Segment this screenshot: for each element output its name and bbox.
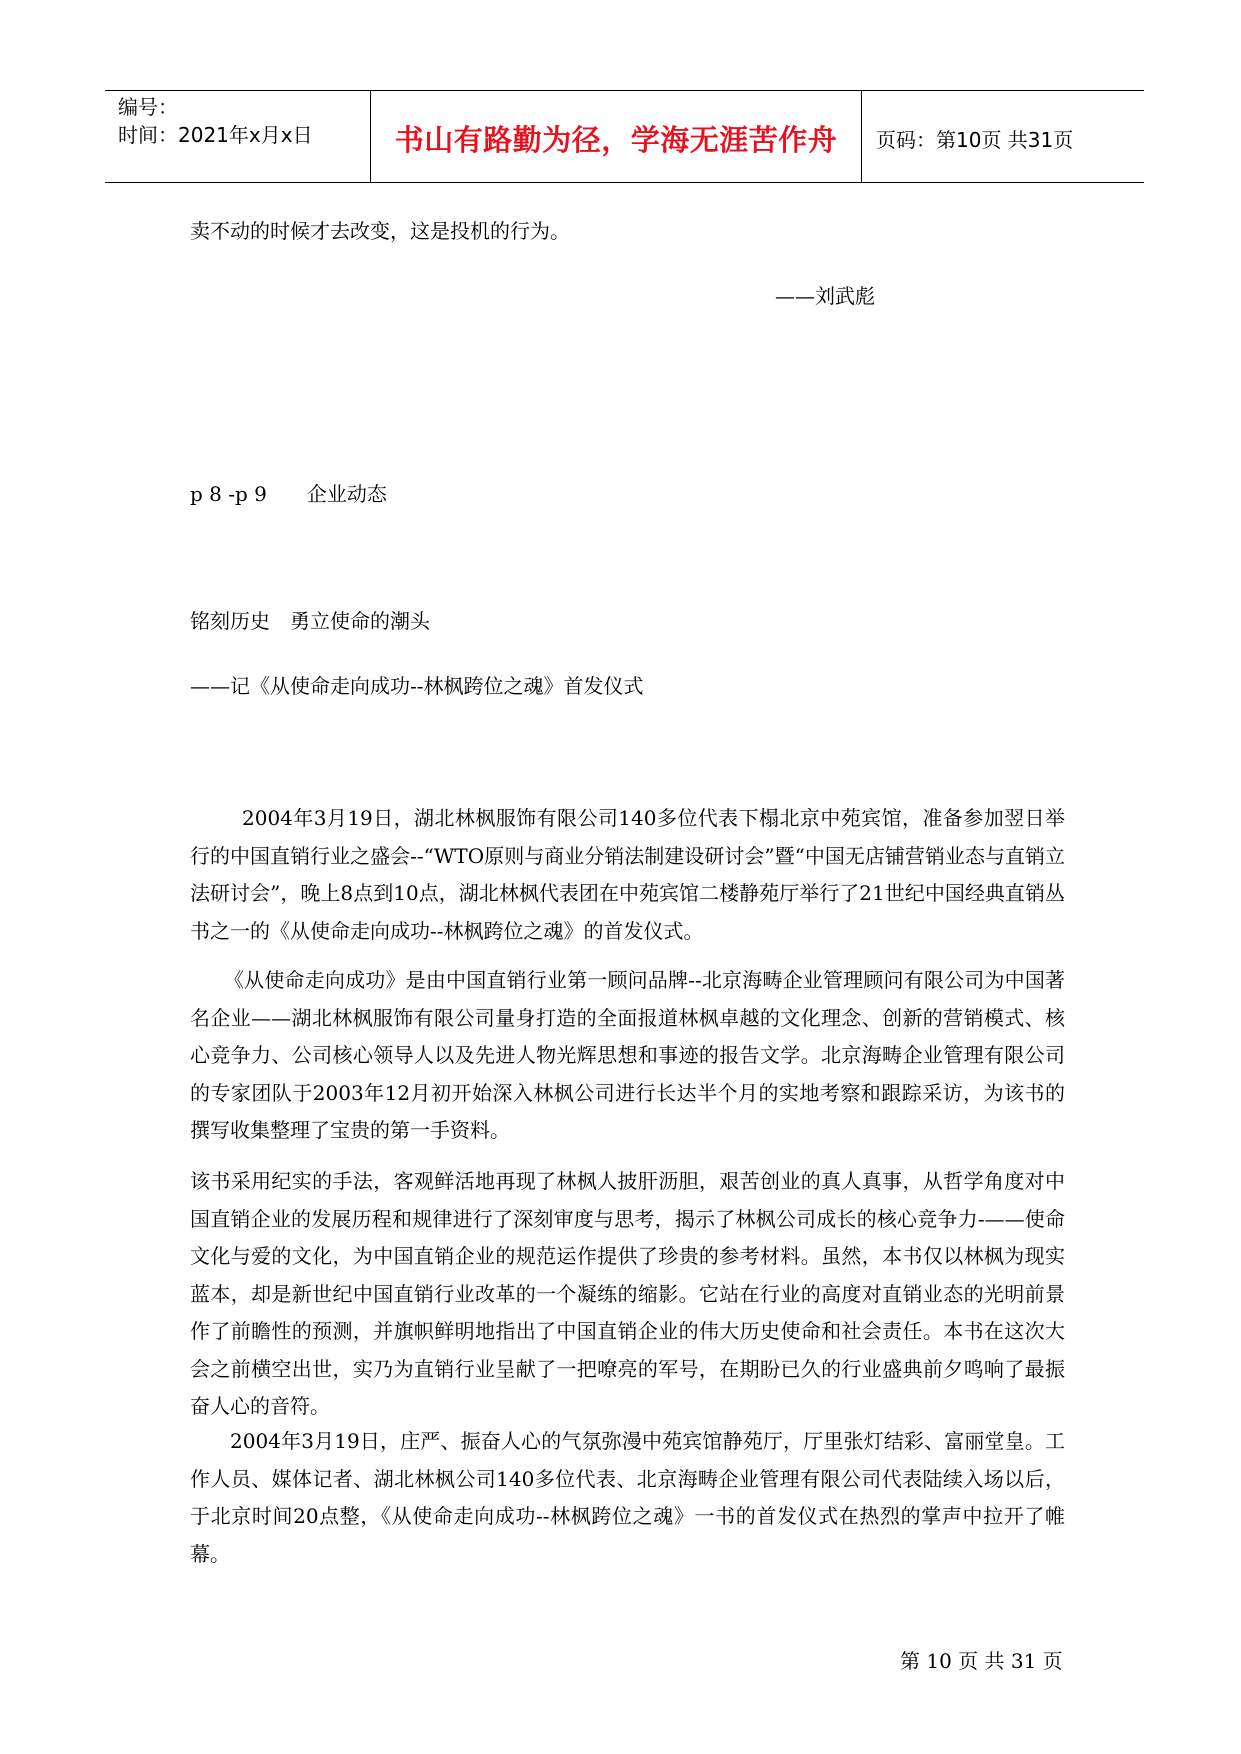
article-subtitle: ——记《从使命走向成功--林枫跨位之魂》首发仪式 [190,674,644,698]
header-motto: 书山有路勤为径，学海无涯苦作舟 [394,123,838,157]
header-meta [118,93,313,149]
section-heading: p 8 -p 9 企业动态 [190,482,387,506]
serial-label: 编号： [118,95,178,119]
header-page-number: 页码：第10页 共31页 [876,128,1074,152]
article-title: 铭刻历史 勇立使命的潮头 [190,609,430,633]
paragraph-1: 2004年3月19日，湖北林枫服饰有限公司140多位代表下榻北京中苑宾馆，准备参加翌日举行的中国直销行业之盛会--“WTO原则与商业分销法制建设研讨会”暨“中国无店铺营销业态与直销立法研讨会”，晚上8点到10点，湖北林枫代表团在中苑宾馆二楼静苑厅举行了21世纪中国经典直销丛书之一的《从使命走向成功--林枫跨位之魂》的首发仪式。 [190,806,1065,943]
quote-attribution: ——刘武彪 [775,284,875,308]
paragraph-4: 2004年3月19日，庄严、振奋人心的气氛弥漫中苑宾馆静苑厅，厅里张灯结彩、富丽堂皇。工作人员、媒体记者、湖北林枫公司140多位代表、北京海畴企业管理有限公司代表陆续入场以后，于北京时间20点整，《从使命走向成功--林枫跨位之魂》一书的首发仪式在热烈的掌声中拉开了帷幕。 [190,1429,1065,1566]
header-top-rule [105,90,1144,91]
header-divider-right [861,90,862,183]
time-label: 时间：2021年x月x日 [118,123,313,147]
header-bottom-rule [105,182,1144,183]
paragraph-3: 该书采用纪实的手法，客观鲜活地再现了林枫人披肝沥胆，艰苦创业的真人真事，从哲学角度对中国直销企业的发展历程和规律进行了深刻审度与思考，揭示了林枫公司成长的核心竞争力-——使命文化与爱的文化，为中国直销企业的规范运作提供了珍贵的参考材料。虽然，本书仅以林枫为现实蓝本，却是新世纪中国直销行业改革的一个凝练的缩影。它站在行业的高度对直销业态的光明前景作了前瞻性的预测，并旗帜鲜明地指出了中国直销企业的伟大历史使命和社会责任。本书在这次大会之前横空出世，实乃为直销行业呈献了一把嘹亮的军号，在期盼已久的行业盛典前夕鸣响了最振奋人心的音符。 [190,1169,1065,1418]
paragraph-2: 《从使命走向成功》是由中国直销行业第一顾问品牌--北京海畴企业管理顾问有限公司为中国著名企业——湖北林枫服饰有限公司量身打造的全面报道林枫卓越的文化理念、创新的营销模式、核心竞争力、公司核心领导人以及先进人物光辉思想和事迹的报告文学。北京海畴企业管理有限公司的专家团队于2003年12月初开始深入林枫公司进行长达半个月的实地考察和跟踪采访，为该书的撰写收集整理了宝贵的第一手资料。 [190,968,1065,1142]
body-line: 卖不动的时候才去改变，这是投机的行为。 [190,219,570,243]
footer-page-number: 第 10 页 共 31 页 [900,1649,1063,1673]
